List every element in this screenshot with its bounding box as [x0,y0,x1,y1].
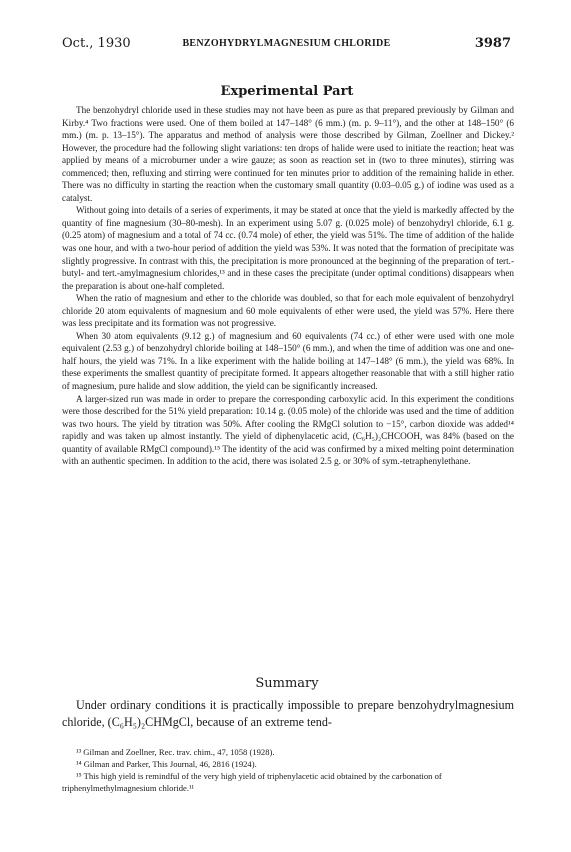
footnote: ¹³ Gilman and Zoellner, Rec. trav. chim., 47, 1058 (1928). [76,747,275,757]
paragraph: When 30 atom equivalents (9.12 g.) of magnesium and 60 equivalents (74 cc.) of ether were used with one mole equivalent (2.53 g.) of benzohydryl chloride boiling at 148–150° (6 mm.), and when the time of addition was one and one-half hours, the yield was 71%. In a like experiment with the halide boiling at 147–148° (6 mm.), the yield was 68%. In these experiments the smallest quantity of precipitate formed. It appears altogether reasonable that with a still higher ratio of magnesium, pure halide and slow addition, the yield can be significantly increased. [62,330,514,392]
footnote: ¹⁵ This high yield is remindful of the very high yield of triphenylacetic acid obtained by the carbonation of triphenylmethylmagnesium chloride.¹¹ [62,771,442,793]
footnote: ¹⁴ Gilman and Parker, This Journal, 46, 2816 (1924). [76,759,257,769]
paragraph: Without going into details of a series of experiments, it may be stated at once that the yield is markedly affected by the quantity of fine magnesium (30–80-mesh). In an experiment using 5.07 g. (0.025 mole) of benzohydryl chloride, 6.1 g. (0.25 atom) of magnesium and a total of 74 cc. (0.74 mole) of ether, the yield was 51%. The time of addition of the halide was one hour, and with a two-hour period of addition the yield was 53%. It was noted that the formation of precipitate was slightly progressive. In contrast with this, the precipitation is more pronounced at the beginning of the preparation of tert.-butyl- and tert.-amylmagnesium chlorides,¹³ and in these cases the precipitate (under optimal conditions) disappears when the preparation is about one-half completed. [62,205,514,291]
page-number: 3987 [474,36,511,51]
header-date: Oct., 1930 [62,36,131,51]
experimental-body [62,104,514,468]
paragraph: A larger-sized run was made in order to prepare the corresponding carboxylic acid. In this experiment the conditions were those described for the 51% yield preparation: 10.14 g. (0.05 mole) of the chloride was used and the time of addition was two hours. The yield by titration was 50%. After cooling the RMgCl solution to −15°, carbon dioxide was added¹⁴ rapidly and was taken up almost instantly. The yield of diphenylacetic acid, (C₆H₅)₂CHCOOH, was 84% (based on the quantity of available RMgCl compound).¹⁵ The identity of the acid was confirmed by a mixed melting point determination with an authentic specimen. In addition to the acid, there was isolated 2.5 g. or 30% of sym.-tetraphenylethane. [62,393,514,467]
header-title: BENZOHYDRYLMAGNESIUM CHLORIDE [182,38,391,49]
summary-body [62,697,514,731]
summary-paragraph: Under ordinary conditions it is practically impossible to prepare benzohydrylmagnesium chloride, (C₆H₅)₂CHMgCl, because of an extreme tend- [62,698,514,729]
section-heading-experimental: Experimental Part [220,84,354,99]
section-heading-summary: Summary [255,676,319,691]
footnotes [62,746,514,794]
paragraph: When the ratio of magnesium and ether to the chloride was doubled, so that for each mole equivalent of benzohydryl chloride 20 atom equivalents of magnesium and 60 mole equivalents of ether were used, the yield was 57%. Here there was less precipitate and its formation was not progressive. [62,293,514,329]
paragraph: The benzohydryl chloride used in these studies may not have been as pure as that prepared previously by Gilman and Kirby.⁴ Two fractions were used. One of them boiled at 147–148° (6 mm.) (m. p. 9–11°), and the other at 148–150° (6 mm.) (m. p. 13–15°). The apparatus and method of analysis were those described by Gilman, Zoellner and Dickey.² However, the procedure had the following slight variations: ten drops of halide were used to initiate the reaction; heat was applied by means of a microburner under a wire gauze; as soon as reaction set in (two to three minutes), stirring was commenced; then, refluxing and stirring were continued for ten minutes prior to addition of the remaining halide in ether. There was no difficulty in starting the reaction when the customary small quantity (0.03–0.05 g.) of iodine was used as a catalyst. [62,105,514,203]
running-header [62,36,511,58]
